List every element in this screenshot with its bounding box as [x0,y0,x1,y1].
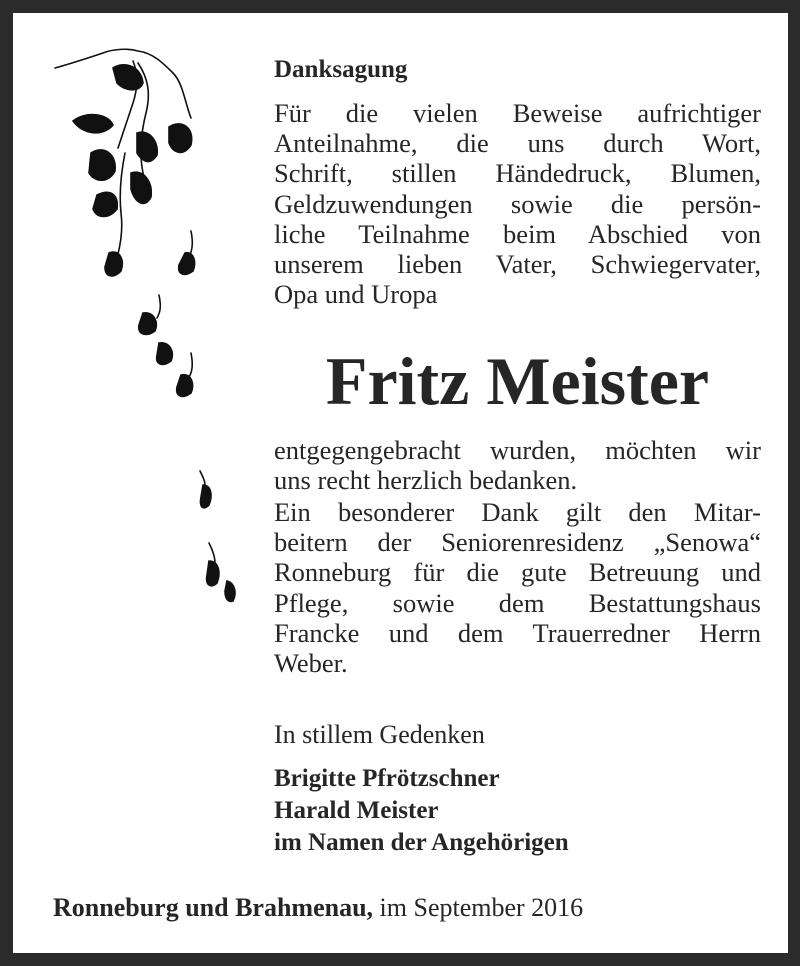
text-line: Für die vielen Beweise aufrichtiger [274,98,761,128]
signer-name: Brigitte Pfrötzschner [274,765,500,792]
heading-danksagung: Danksagung [274,56,408,83]
text-line: Geldzuwendungen sowie die persön- [274,188,761,219]
text-line: entgegengebracht wurden, möchten wir [274,435,761,465]
text-line: Schrift, stillen Händedruck, Blumen, [274,158,761,189]
paragraph-special-thanks [274,497,761,678]
signer-name: Harald Meister [274,797,439,824]
paragraph-gratitude [274,435,761,495]
text-line: uns recht herzlich bedanken. [274,465,578,496]
obituary-card [13,13,788,953]
paragraph-thanks [274,98,761,309]
text-line: Pflege, sowie dem Bestattungshaus [274,587,761,618]
text-line: unserem lieben Vater, Schwiegervater, [274,249,761,280]
signer-note: im Namen der Angehörigen [274,829,569,856]
falling-leaves-icon [13,13,273,633]
text-line: Anteilnahme, die uns durch Wort, [274,128,761,159]
places: Ronneburg und Brahmenau, [53,893,374,922]
text-line: Francke und dem Trauerredner Herrn [274,617,761,648]
deceased-name: Fritz Meister [325,343,710,419]
date: im September 2016 [373,893,584,922]
closing-phrase: In stillem Gedenken [274,720,485,749]
text-line: liche Teilnahme beim Abschied von [274,218,761,249]
place-date-line [53,893,583,923]
text-line: Weber. [274,648,348,679]
text-line: Opa und Uropa [274,279,438,310]
text-line: beitern der Seniorenresidenz „Senowa“ [274,527,761,558]
text-line: Ein besonderer Dank gilt den Mitar- [274,497,761,527]
signers-list [274,763,569,859]
text-line: Ronneburg für die gute Betreuung und [274,557,761,588]
